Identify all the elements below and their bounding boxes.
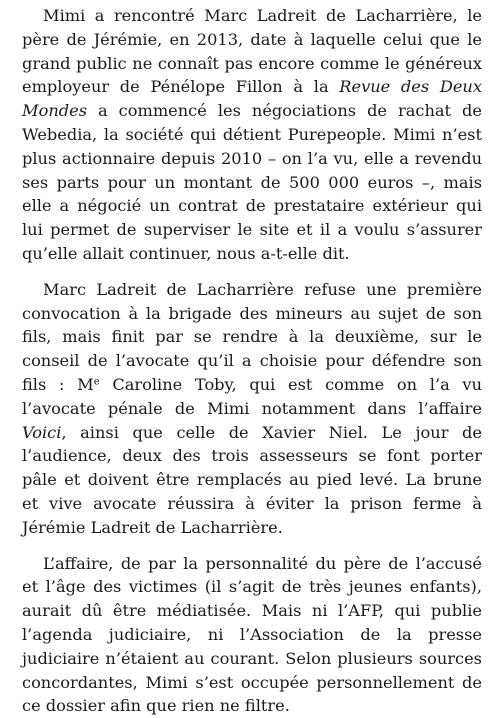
paragraph-1-text-cont: a commencé les négociations de rachat de Webedia, la société qui détient Purepeople. Mimi n’est plus actionnaire depuis 2010 – on l’a vu, elle a revendu ses parts pour un montant de 500 000 euros –, mais elle a négocié un contrat de prestataire extérieur qui lui permet de superviser le site et il a voulu s’assurer qu’elle allait continuer, nous a-t-elle dit.	[22, 101, 482, 263]
paragraph-1	[22, 4, 482, 266]
magazine-name-voici: Voici	[22, 422, 62, 442]
paragraph-2-text: Marc Ladreit de Lacharrière refuse une première convocation à la brigade des mineurs au sujet de son fils, mais finit par se rendre à la deuxième, sur le conseil de l’avocate qu’il a choisie pour défendre son fils : M	[22, 279, 482, 394]
maitre-abbreviation-superscript: e	[93, 376, 100, 388]
paragraph-2-text-cont: Caroline Toby, qui est comme on l’a vu l’avocate pénale de Mimi notamment dans l’affaire	[22, 374, 482, 418]
paragraph-3-text: L’affaire, de par la personnalité du père de l’accusé et l’âge des victimes (il s’agit de très jeunes enfants), aurait dû être médiatisée. Mais ni l’AFP, qui publie l’agenda judiciaire, ni l’Association de la presse judiciaire n’étaient au courant. Selon plusieurs sources concordantes, Mimi s’est occupée personnellement de ce dossier afin que rien ne filtre.	[22, 553, 482, 716]
paragraph-1-text: Mimi a rencontré Marc Ladreit de Lacharrière, le père de Jérémie, en 2013, date à laquelle celui que le grand public ne connaît pas encore comme le généreux employeur de Pénélope Fillon à la	[22, 6, 482, 97]
paragraph-3	[22, 552, 482, 718]
magazine-title: Revue des Deux Mondes	[22, 77, 482, 121]
paragraph-2-text-end: , ainsi que celle de Xavier Niel. Le jour de l’audience, deux des trois assesseurs se font porter pâle et doivent être remplacés au pied levé. La brune et vive avocate réussira à éviter la prison ferme à Jérémie Ladreit de Lacharrière.	[22, 422, 482, 537]
paragraph-2	[22, 278, 482, 540]
